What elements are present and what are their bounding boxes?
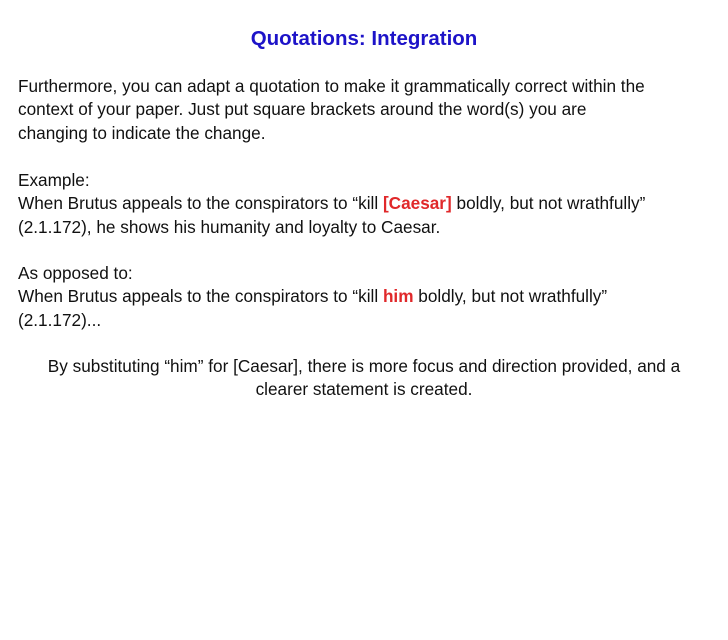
example-line-1-start: When Brutus appeals to the conspirators to “kill [18, 193, 383, 214]
conclusion-paragraph [0, 355, 728, 402]
opposed-line-1-start: When Brutus appeals to the conspirators to “kill [18, 286, 383, 307]
conclusion-line-2: clearer statement is created. [255, 379, 473, 400]
intro-line-1: Furthermore, you can adapt a quotation to make it grammatically correct within the [18, 76, 645, 96]
example-paragraph [18, 169, 722, 239]
example-line-1-end: boldly, but not wrathfully” [451, 193, 646, 214]
opposed-paragraph [18, 262, 722, 332]
example-line-2: (2.1.172), he shows his humanity and loyalty to Caesar. [18, 216, 441, 237]
opposed-highlight: him [382, 286, 414, 307]
example-heading: Example: [18, 170, 90, 190]
opposed-line-2: (2.1.172)... [18, 309, 102, 330]
intro-line-2: context of your paper. Just put square brackets around the word(s) you are [18, 99, 587, 120]
conclusion-line-1: By substituting “him” for [Caesar], there is more focus and direction provided, and a [47, 356, 681, 376]
intro-paragraph [18, 75, 722, 145]
opposed-line-1-end: boldly, but not wrathfully” [413, 286, 608, 307]
example-line-1 [18, 192, 722, 215]
slide-title: Quotations: Integration [250, 27, 478, 50]
opposed-heading: As opposed to: [18, 263, 133, 283]
example-highlight: [Caesar] [382, 193, 452, 214]
opposed-line-1 [18, 285, 722, 308]
intro-line-3: changing to indicate the change. [18, 122, 266, 143]
